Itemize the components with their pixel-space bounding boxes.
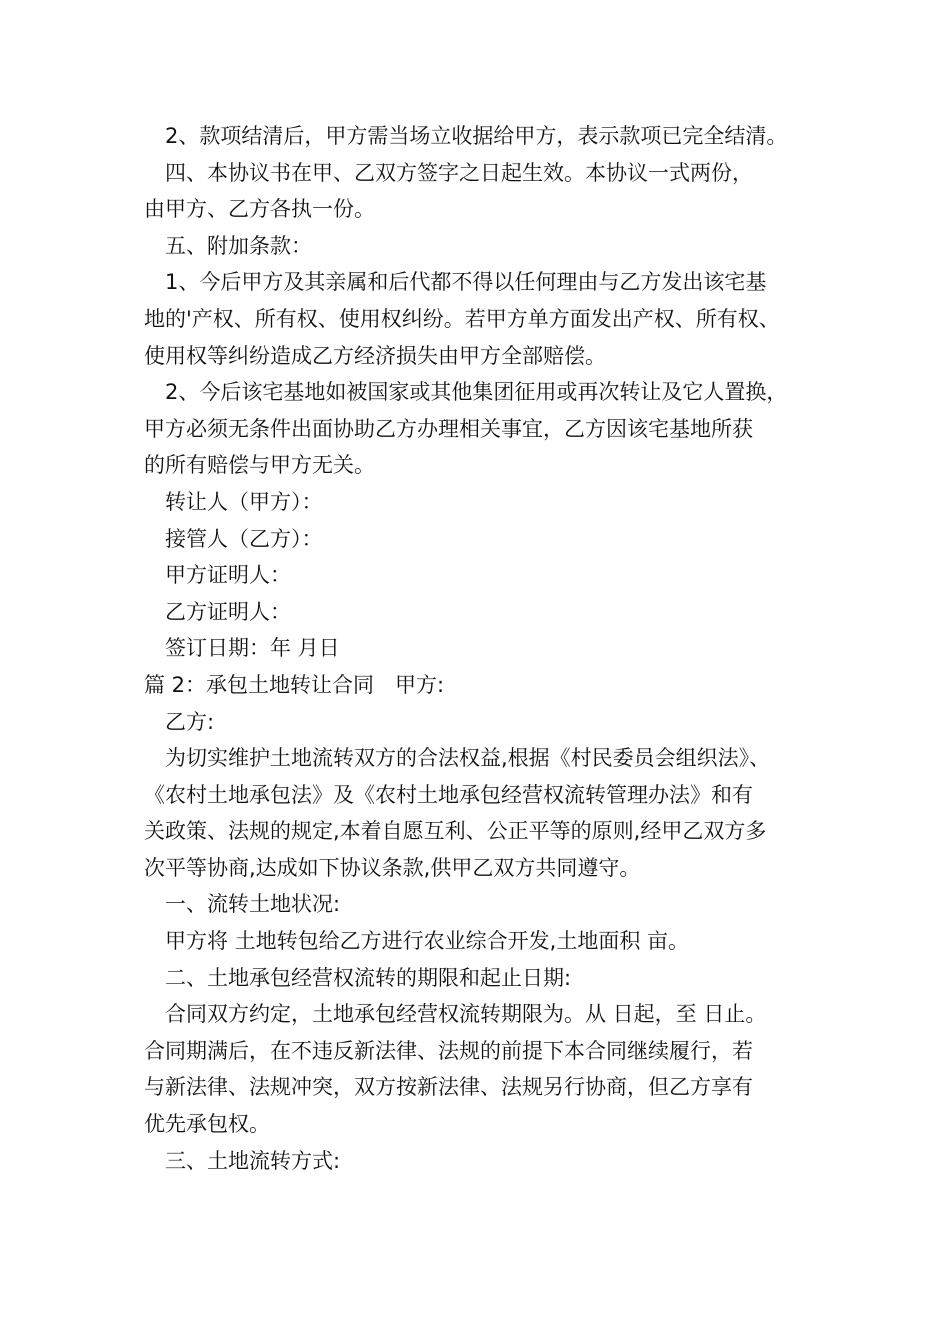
party-b-line: 乙方:: [165, 709, 215, 734]
text-line: 次平等协商,达成如下协议条款,供甲乙双方共同遵守。: [144, 855, 641, 880]
text-line: 由甲方、乙方各执一份。: [144, 197, 375, 222]
text-line: 使用权等纠纷造成乙方经济损失由甲方全部赔偿。: [144, 343, 606, 368]
section-heading: 二、土地承包经营权流转的期限和起止日期:: [165, 965, 572, 990]
text-line: 优先承包权。: [144, 1112, 270, 1137]
document-body: [144, 118, 824, 1179]
section-heading: 三、土地流转方式:: [165, 1148, 341, 1173]
signature-line-party-a-witness: 甲方证明人：: [165, 563, 291, 588]
text-line: 关政策、法规的规定,本着自愿互利、公正平等的原则,经甲乙双方多: [144, 819, 767, 844]
text-line: 1、今后甲方及其亲属和后代都不得以任何理由与乙方发出该宅基: [165, 270, 767, 295]
signature-line-party-b-witness: 乙方证明人：: [165, 599, 291, 624]
text-line: 合同双方约定，土地承包经营权流转期限为。从 日起，至 日止。: [165, 1002, 767, 1027]
signature-line-transferor: 转让人（甲方）：: [165, 489, 323, 514]
text-line: 的所有赔偿与甲方无关。: [144, 453, 375, 478]
text-line: 地的'产权、所有权、使用权纠纷。若甲方单方面发出产权、所有权、: [144, 306, 780, 331]
signature-line-receiver: 接管人（乙方）：: [165, 526, 323, 551]
chapter-title: 篇 2：承包土地转让合同 甲方:: [144, 672, 445, 697]
text-line: 四、本协议书在甲、乙双方签字之日起生效。本协议一式两份，: [165, 160, 753, 185]
text-line: 《农村土地承包法》及《农村土地承包经营权流转管理办法》和有: [144, 782, 753, 807]
signing-date-line: 签订日期：年 月日: [165, 636, 340, 661]
text-line: 2、款项结清后，甲方需当场立收据给甲方，表示款项已完全结清。: [165, 124, 788, 148]
section-heading: 五、附加条款：: [165, 233, 312, 258]
text-line: 为切实维护土地流转双方的合法权益,根据《村民委员会组织法》、: [165, 746, 771, 771]
text-line: 与新法律、法规冲突，双方按新法律、法规另行协商，但乙方享有: [144, 1075, 753, 1100]
text-line: 2、今后该宅基地如被国家或其他集团征用或再次转让及它人置换，: [165, 380, 788, 405]
text-line: 甲方将 土地转包给乙方进行农业综合开发,土地面积 亩。: [165, 929, 690, 954]
text-line: 甲方必须无条件出面协助乙方办理相关事宜，乙方因该宅基地所获: [144, 416, 753, 441]
section-heading: 一、流转土地状况:: [165, 892, 341, 917]
text-line: 合同期满后，在不违反新法律、法规的前提下本合同继续履行，若: [144, 1038, 753, 1063]
